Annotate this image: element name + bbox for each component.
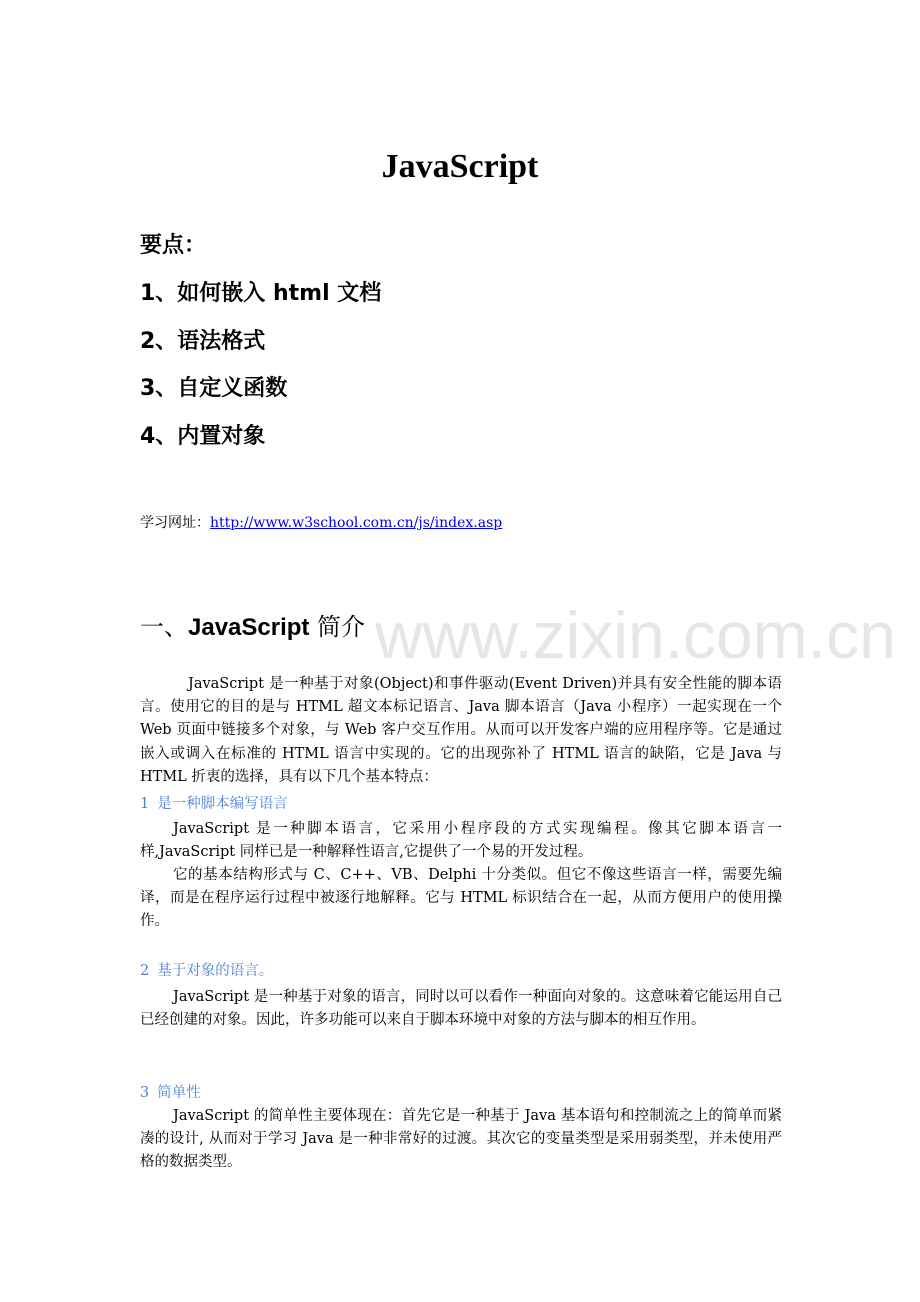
document-title: JavaScript (381, 148, 539, 185)
key-point-item: 4、内置对象 (140, 424, 266, 449)
feature-paragraph: JavaScript 的简单性主要体现在：首先它是一种基于 Java 基本语句和控制流之上的简单而紧凑的设计, 从而对于学习 Java 是一种非常好的过渡。其次它的变量类型是采用弱类型，并未使用严格的数据类型。 (140, 1108, 782, 1171)
feature-number: 1 (140, 796, 150, 812)
feature-paragraph: 它的基本结构形式与 C、C++、VB、Delphi 十分类似。但它不像这些语言一样，需要先编译，而是在程序运行过程中被逐行地解释。它与 HTML 标识结合在一起，从而方便用户的使用操作。 (140, 867, 782, 930)
key-points-heading: 要点： (140, 233, 207, 258)
key-point-item: 3、自定义函数 (140, 376, 288, 401)
feature-heading (140, 793, 288, 815)
section-heading-prefix: 一、 (140, 613, 188, 641)
study-site-row (140, 512, 502, 534)
key-point-item: 1、如何嵌入 html 文档 (140, 281, 382, 306)
intro-paragraph: JavaScript 是一种基于对象(Object)和事件驱动(Event Driven)并具有安全性能的脚本语言。使用它的目的是与 HTML 超文本标记语言、Java 脚本语言（Java 小程序）一起实现在一个 Web 页面中链接多个对象，与 Web 客户交互作用。从而可以开发客户端的应用程序等。它是通过嵌入或调入在标准的 HTML 语言中实现的。它的出现弥补了 HTML 语言的缺陷，它是 Java 与 HTML 折衷的选择，具有以下几个基本特点： (140, 676, 782, 785)
key-point-item: 2、语法格式 (140, 329, 266, 354)
study-site-link[interactable]: http://www.w3school.com.cn/js/index.asp (210, 515, 503, 531)
study-site-label: 学习网址： (140, 515, 210, 531)
feature-number: 2 (140, 963, 150, 979)
watermark: www.zixin.com.cn (375, 598, 896, 672)
section-heading-suffix: 简介 (309, 613, 366, 641)
feature-title: 简单性 (157, 1085, 201, 1101)
feature-heading (140, 960, 273, 982)
feature-title: 基于对象的语言。 (157, 963, 274, 979)
section-heading (140, 610, 365, 645)
feature-paragraph: JavaScript 是一种脚本语言，它采用小程序段的方式实现编程。像其它脚本语言一样,JavaScript 同样已是一种解释性语言,它提供了一个易的开发过程。 (140, 821, 782, 861)
feature-paragraph: JavaScript 是一种基于对象的语言，同时以可以看作一种面向对象的。这意味着它能运用自己已经创建的对象。因此，许多功能可以来自于脚本环境中对象的方法与脚本的相互作用。 (140, 989, 782, 1029)
feature-title: 是一种脚本编写语言 (157, 796, 288, 812)
feature-heading (140, 1082, 201, 1104)
feature-number: 3 (140, 1085, 150, 1101)
section-heading-latin: JavaScript (188, 614, 310, 641)
